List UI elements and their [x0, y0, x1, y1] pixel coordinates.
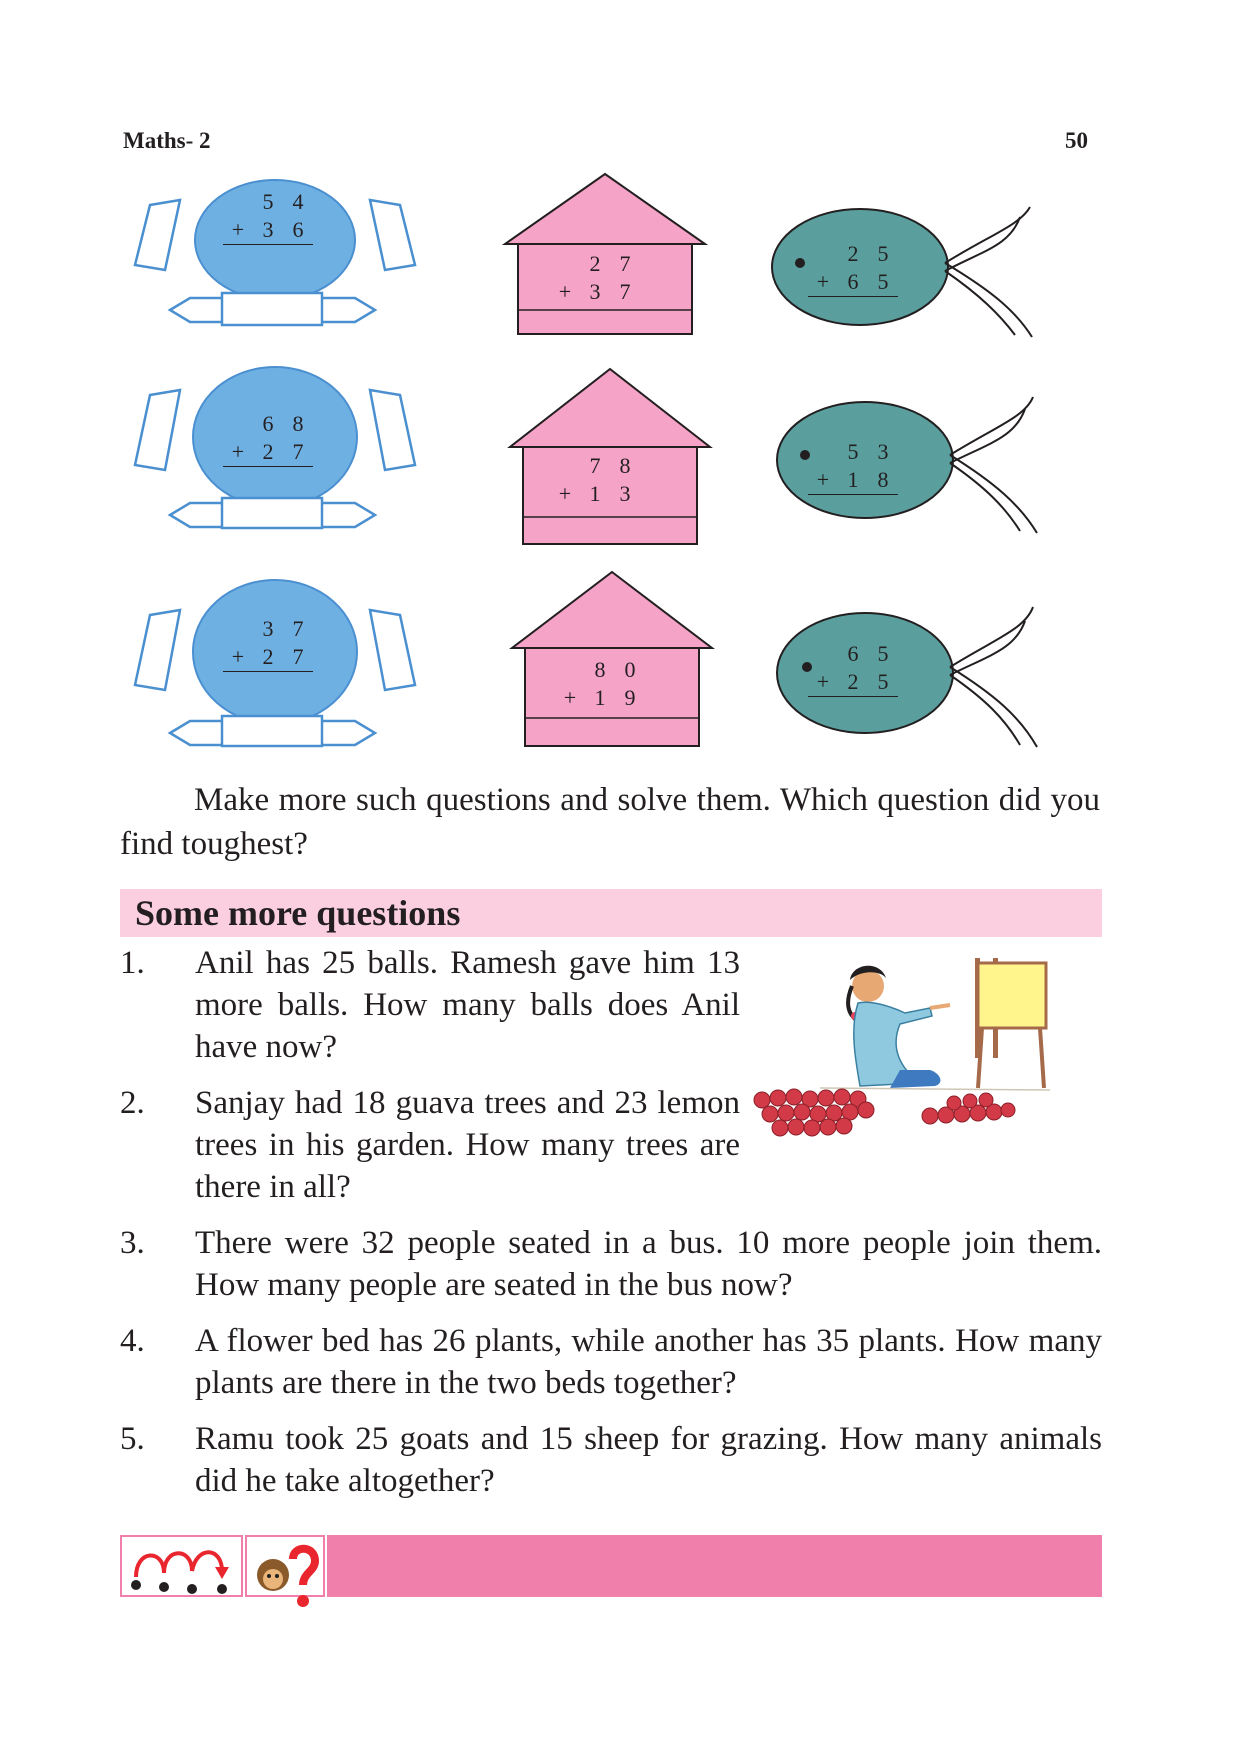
question-number: 1.: [120, 945, 145, 981]
footer-question-box: [245, 1535, 325, 1597]
question-number: 3.: [120, 1225, 145, 1261]
footer-skip-counting-box: [120, 1535, 243, 1597]
girl-with-balls-illustration: [750, 958, 1055, 1143]
question-text: Ramu took 25 goats and 15 sheep for grazing. How many animals did he take altogether?: [195, 1421, 1102, 1499]
question-text: A flower bed has 26 plants, while another has 35 plants. How many plants are there in the two beds together?: [195, 1323, 1102, 1401]
question-number: 4.: [120, 1323, 145, 1359]
question-text: There were 32 people seated in a bus. 10 more people join them. How many people are seated in the bus now?: [195, 1225, 1102, 1303]
house-2-sum: 7 8 + 1 3: [558, 453, 631, 506]
page-number: 50: [1065, 128, 1088, 153]
house-1-sum: 2 7 + 3 7: [558, 251, 631, 304]
instruction-paragraph: Make more such questions and solve them. Which question did you find toughest?: [120, 782, 1100, 862]
globe-2-sum: 6 8 + 2 7: [223, 410, 313, 467]
question-text: Anil has 25 balls. Ramesh gave him 13 more balls. How many balls does Anil have now?: [195, 945, 740, 1065]
question-number: 5.: [120, 1421, 145, 1457]
question-text: Sanjay had 18 guava trees and 23 lemon trees in his garden. How many trees are there in all?: [195, 1085, 740, 1205]
fish-1-sum: 2 5 + 6 5: [808, 240, 898, 297]
globe-1-sum: 5 4 + 3 6: [223, 188, 313, 245]
subject-header: Maths- 2: [123, 128, 211, 153]
globe-3-sum: 3 7 + 2 7: [223, 615, 313, 672]
fish-3-sum: 6 5 + 2 5: [808, 640, 898, 697]
house-3-sum: 8 0 + 1 9: [563, 657, 636, 710]
monkey-question-icon: [247, 1537, 323, 1617]
footer-bar: [327, 1535, 1102, 1597]
skip-counting-icon: [122, 1537, 241, 1595]
fish-2-sum: 5 3 + 1 8: [808, 438, 898, 495]
question-number: 2.: [120, 1085, 145, 1121]
section-title: Some more questions: [135, 893, 461, 933]
